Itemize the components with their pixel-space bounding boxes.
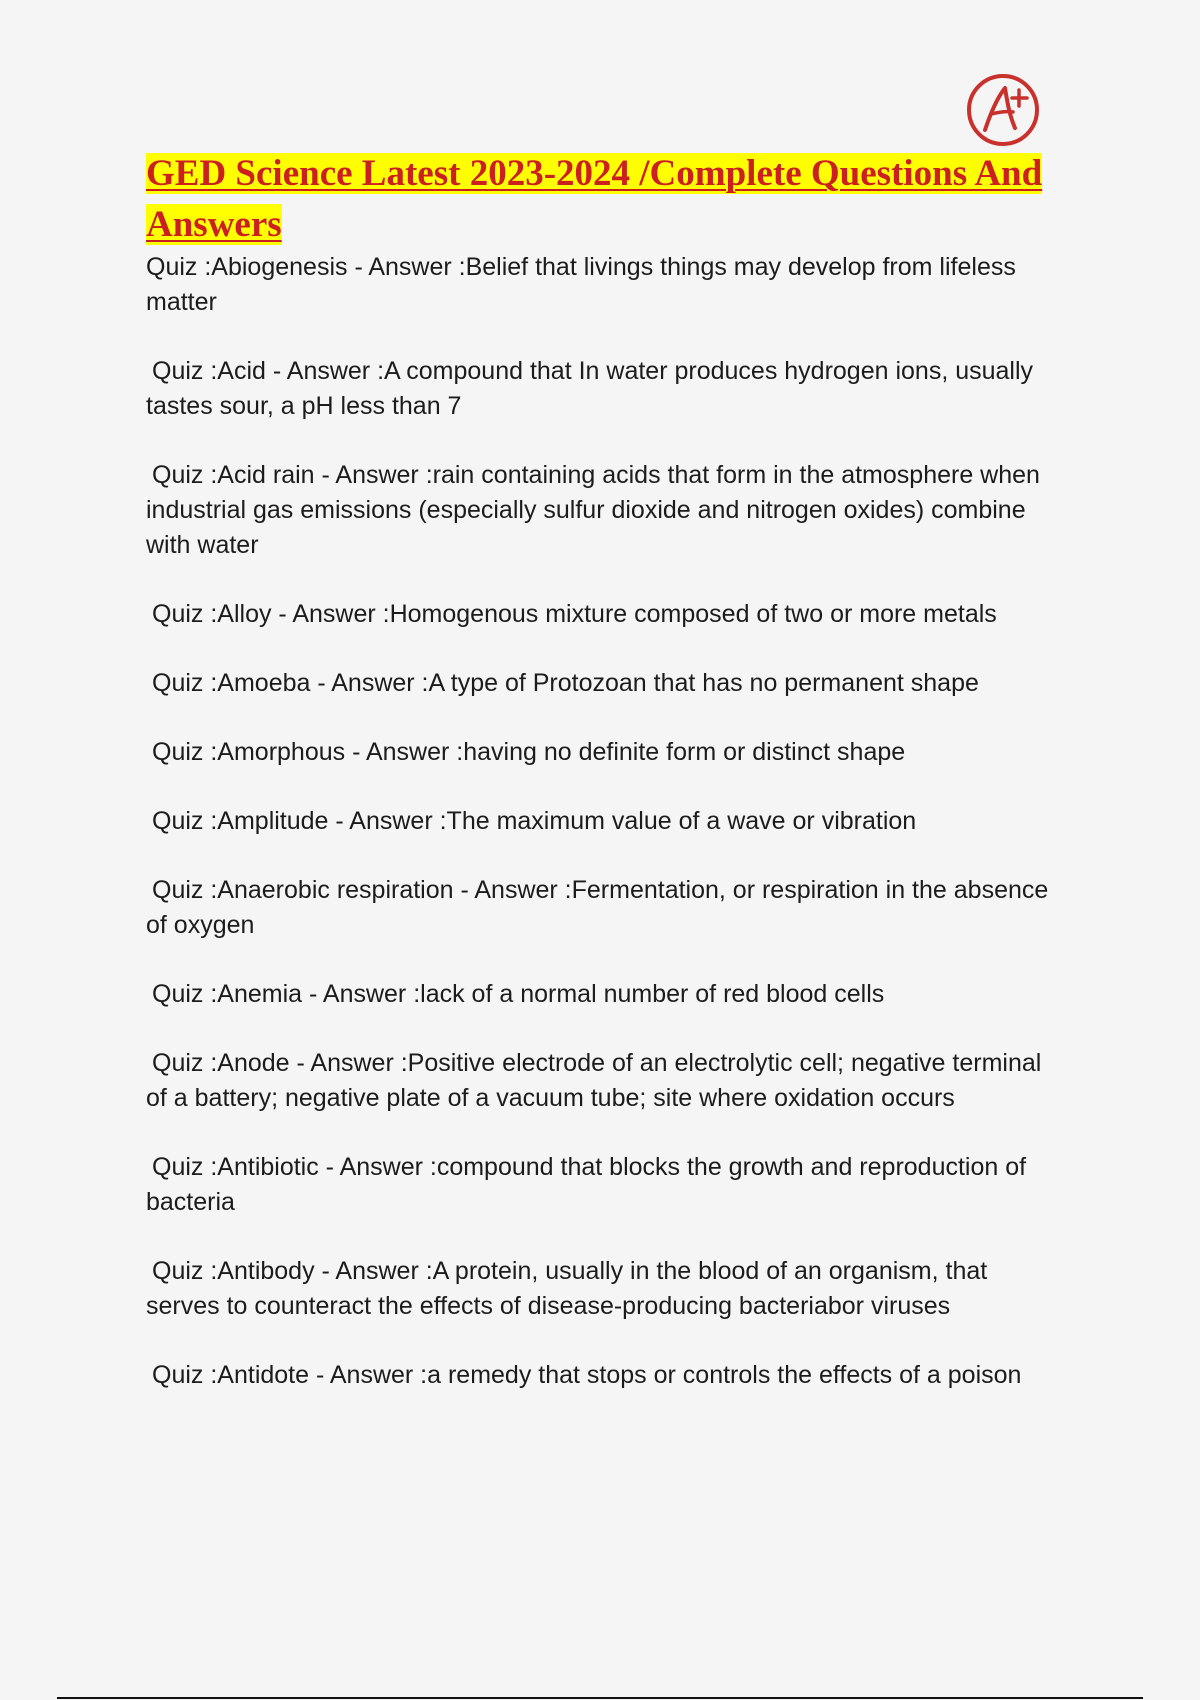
qa-entry: Quiz :Alloy - Answer :Homogenous mixture composed of two or more metals (152, 600, 997, 628)
a-plus-grade-icon (963, 70, 1043, 150)
qa-entry: Quiz :Abiogenesis - Answer :Belief that livings things may develop from lifeless matter (146, 253, 1016, 316)
qa-entry: Quiz :Amorphous - Answer :having no definite form or distinct shape (152, 738, 906, 766)
document-title (146, 148, 1066, 250)
qa-entry: Quiz :Acid rain - Answer :rain containing acids that form in the atmosphere when industrial gas emissions (especially sulfur dioxide and nitrogen oxides) combine with water (146, 461, 1040, 559)
document-title-text: GED Science Latest 2023-2024 /Complete Questions And Answers (146, 153, 1043, 245)
qa-entry: Quiz :Antibiotic - Answer :compound that blocks the growth and reproduction of bacteria (146, 1153, 1027, 1216)
qa-entry: Quiz :Amoeba - Answer :A type of Protozoan that has no permanent shape (152, 669, 979, 697)
qa-entry: Quiz :Antidote - Answer :a remedy that stops or controls the effects of a poison (152, 1361, 1022, 1389)
qa-entry: Quiz :Acid - Answer :A compound that In water produces hydrogen ions, usually tastes sour, a pH less than 7 (146, 357, 1034, 420)
qa-entry: Quiz :Anaerobic respiration - Answer :Fermentation, or respiration in the absence of oxygen (146, 876, 1049, 939)
a-plus-grade-icon-graphic (963, 70, 1043, 150)
qa-entry: Quiz :Anode - Answer :Positive electrode of an electrolytic cell; negative terminal of a battery; negative plate of a vacuum tube; site where oxidation occurs (146, 1049, 1042, 1112)
qa-entry: Quiz :Anemia - Answer :lack of a normal number of red blood cells (152, 980, 885, 1008)
qa-list (146, 250, 1066, 1427)
footer-divider (57, 1697, 1143, 1699)
qa-entry: Quiz :Antibody - Answer :A protein, usually in the blood of an organism, that serves to counteract the effects of disease-producing bacteriabor viruses (146, 1257, 988, 1320)
qa-entry: Quiz :Amplitude - Answer :The maximum value of a wave or vibration (152, 807, 917, 835)
